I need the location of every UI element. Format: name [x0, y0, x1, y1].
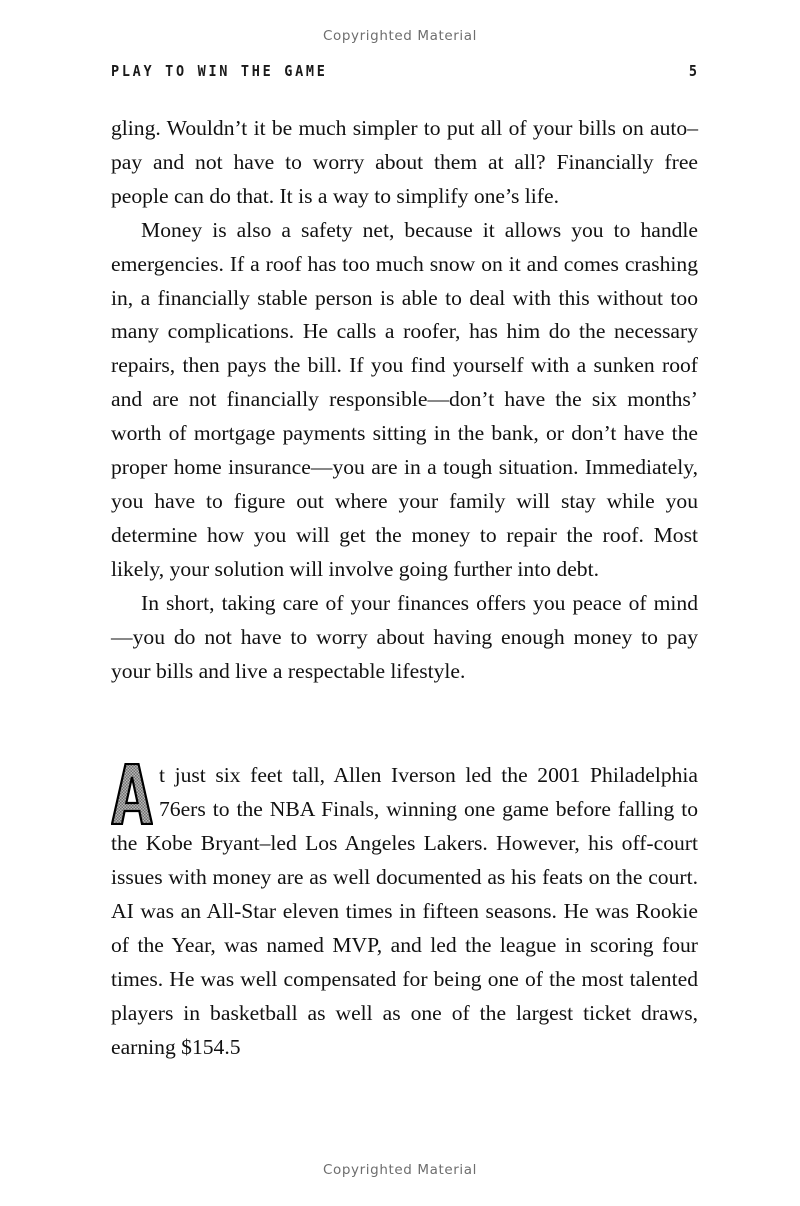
paragraph-section-opening	[111, 759, 698, 1064]
paragraph-in-short: In short, taking care of your finances offers you peace of mind—you do not have to worry about having enough money to pay your bills and live a respectable lifestyle.	[111, 590, 698, 683]
running-head-title: PLAY TO WIN THE GAME	[111, 62, 328, 80]
drop-cap-letter-a	[111, 763, 153, 825]
section-opening-text: t just six feet tall, Allen Iverson led the 2001 Philadelphia 76ers to the NBA Finals, winning one game before falling to the Kobe Bryant–led Los Angeles Lakers. However, his off-court issues with money are as well documented as his feats on the court. AI was an All-Star eleven times in fifteen seasons. He was Rookie of the Year, was named MVP, and led the league in scoring four times. He was well compensated for being one of the most talented players in basketball as well as one of the largest ticket draws, earning $154.5	[111, 763, 698, 1059]
copyright-watermark-top: Copyrighted Material	[323, 28, 477, 44]
copyright-watermark-bottom: Copyrighted Material	[323, 1162, 477, 1178]
section-break	[111, 688, 698, 759]
running-head	[111, 62, 697, 86]
page-number: 5	[688, 62, 697, 80]
text-column	[111, 112, 698, 1065]
paragraph-money-safety-net: Money is also a safety net, because it allows you to handle emergencies. If a roof has too much snow on it and comes crashing in, a financially stable person is able to deal with this without too many complications. He calls a roofer, has him do the necessary repairs, then pays the bill. If you find yourself with a sunken roof and are not financially responsible—don’t have the six months’ worth of mortgage payments sitting in the bank, or don’t have the proper home insurance—you are in a tough situation. Immediately, you have to figure out where your family will stay while you determine how you will get the money to repair the roof. Most likely, your solution will involve going further into debt.	[111, 217, 698, 581]
paragraph-continued: gling. Wouldn’t it be much simpler to put all of your bills on auto–pay and not have to worry about them at all? Financially free people can do that. It is a way to simplify one’s life.	[111, 116, 698, 208]
